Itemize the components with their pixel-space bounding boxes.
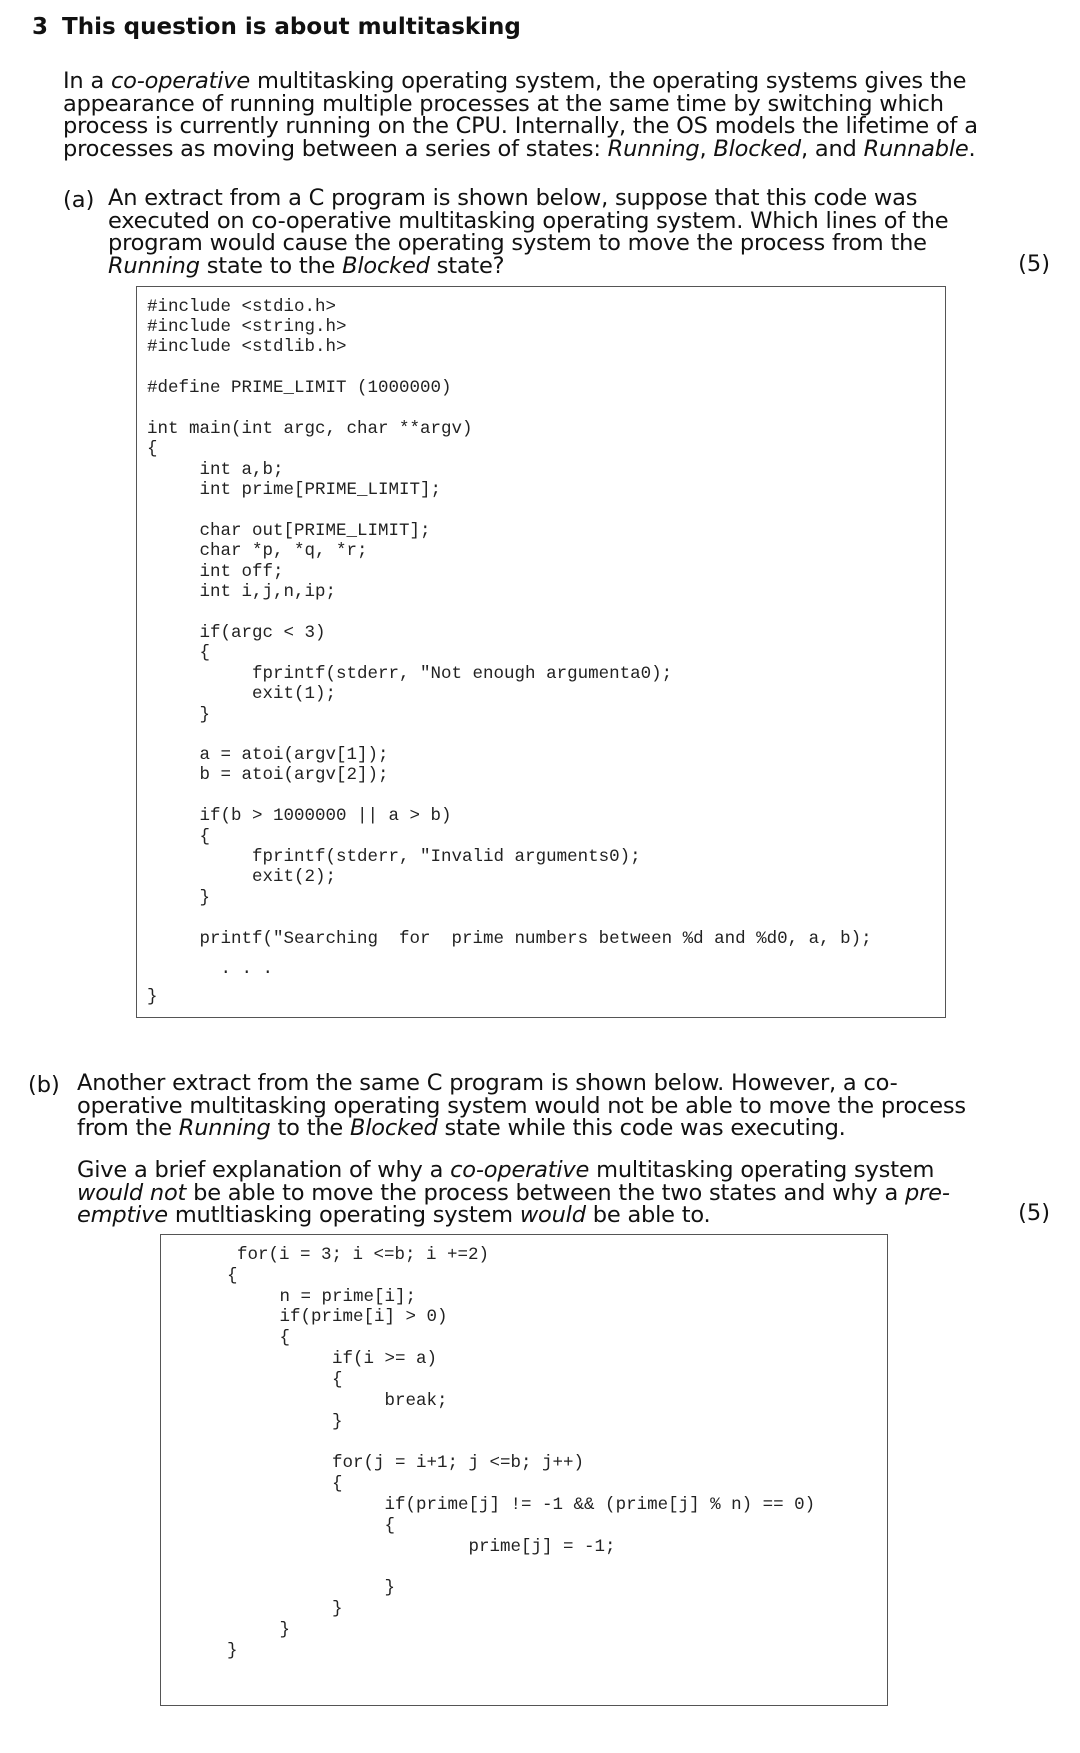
code-line: #include <stdlib.h>	[147, 337, 347, 357]
code-line: if(i >= a)	[227, 1349, 438, 1369]
code-line: exit(2);	[147, 867, 337, 887]
code-line: }	[147, 705, 211, 725]
code-line: int a,b;	[147, 460, 284, 480]
code-line: if(b > 1000000 || a > b)	[147, 806, 452, 826]
part-b-text-1: Another extract from the same C program is shown below. However, a co-operative multitasking operating system would not be able to move the process from the Running to the Blocked state while this code was executing.	[77, 1070, 966, 1141]
code-line: }	[227, 1641, 238, 1661]
code-line: }	[227, 1620, 291, 1640]
code-line: char out[PRIME_LIMIT];	[147, 521, 431, 541]
code-line: #include <stdio.h>	[147, 297, 337, 317]
code-line: {	[147, 439, 158, 459]
code-line: {	[227, 1266, 238, 1286]
part-a-label: (a)	[63, 187, 95, 213]
code-line: {	[227, 1474, 343, 1494]
code-line: {	[227, 1370, 343, 1390]
code-line: exit(1);	[147, 684, 337, 704]
question-title: This question is about multitasking	[62, 14, 521, 40]
code-line: printf("Searching for prime numbers between %d and %d0, a, b);	[147, 929, 872, 949]
code-line: . . .	[147, 959, 274, 979]
part-a-text: An extract from a C program is shown below, suppose that this code was executed on co-operative multitasking operating system. Which lines of the program would cause the operating system to move the process from the Running state to the Blocked state?	[108, 185, 949, 279]
code-line: }	[147, 987, 158, 1007]
code-line: #define PRIME_LIMIT (1000000)	[147, 378, 452, 398]
code-line: }	[147, 888, 211, 908]
code-line: }	[227, 1599, 343, 1619]
code-line: n = prime[i];	[227, 1287, 417, 1307]
code-line: int main(int argc, char **argv)	[147, 419, 473, 439]
code-line: }	[227, 1412, 343, 1432]
code-line: break;	[227, 1391, 448, 1411]
code-line: #include <string.h>	[147, 317, 347, 337]
code-line: int off;	[147, 562, 284, 582]
code-line: int i,j,n,ip;	[147, 582, 337, 602]
code-line: fprintf(stderr, "Not enough argumenta0);	[147, 664, 673, 684]
code-line: if(argc < 3)	[147, 623, 326, 643]
code-line: {	[227, 1516, 396, 1536]
code-line: {	[147, 643, 211, 663]
code-line: if(prime[j] != -1 && (prime[j] % n) == 0)	[227, 1495, 816, 1515]
code-line: {	[147, 827, 211, 847]
question-heading	[32, 14, 521, 40]
part-b-label: (b)	[28, 1072, 60, 1098]
code-line: fprintf(stderr, "Invalid arguments0);	[147, 847, 641, 867]
code-line: for(j = i+1; j <=b; j++)	[227, 1453, 585, 1473]
part-b-text-2: Give a brief explanation of why a co-operative multitasking operating system would not be able to move the process between the two states and why a pre-emptive mutltiasking operating system would be able to.	[77, 1157, 950, 1228]
intro-paragraph: In a co-operative multitasking operating system, the operating systems gives the appearance of running multiple processes at the same time by switching which process is currently running on the CPU. Internally, the OS models the lifetime of a processes as moving between a series of states: Running, Blocked, and Runnable.	[63, 68, 978, 162]
code-line: {	[227, 1328, 291, 1348]
question-number: 3	[32, 14, 49, 40]
code-listing-b	[160, 1234, 888, 1706]
code-line: a = atoi(argv[1]);	[147, 745, 389, 765]
code-line: char *p, *q, *r;	[147, 541, 368, 561]
code-listing-a	[136, 286, 946, 1018]
code-line: b = atoi(argv[2]);	[147, 765, 389, 785]
code-line: if(prime[i] > 0)	[227, 1307, 448, 1327]
code-line: }	[227, 1578, 396, 1598]
code-line: int prime[PRIME_LIMIT];	[147, 480, 442, 500]
code-line: for(i = 3; i <=b; i +=2)	[237, 1245, 490, 1265]
part-a-marks: (5)	[1018, 251, 1050, 277]
code-line: prime[j] = -1;	[227, 1537, 616, 1557]
part-b-marks: (5)	[1018, 1200, 1050, 1226]
